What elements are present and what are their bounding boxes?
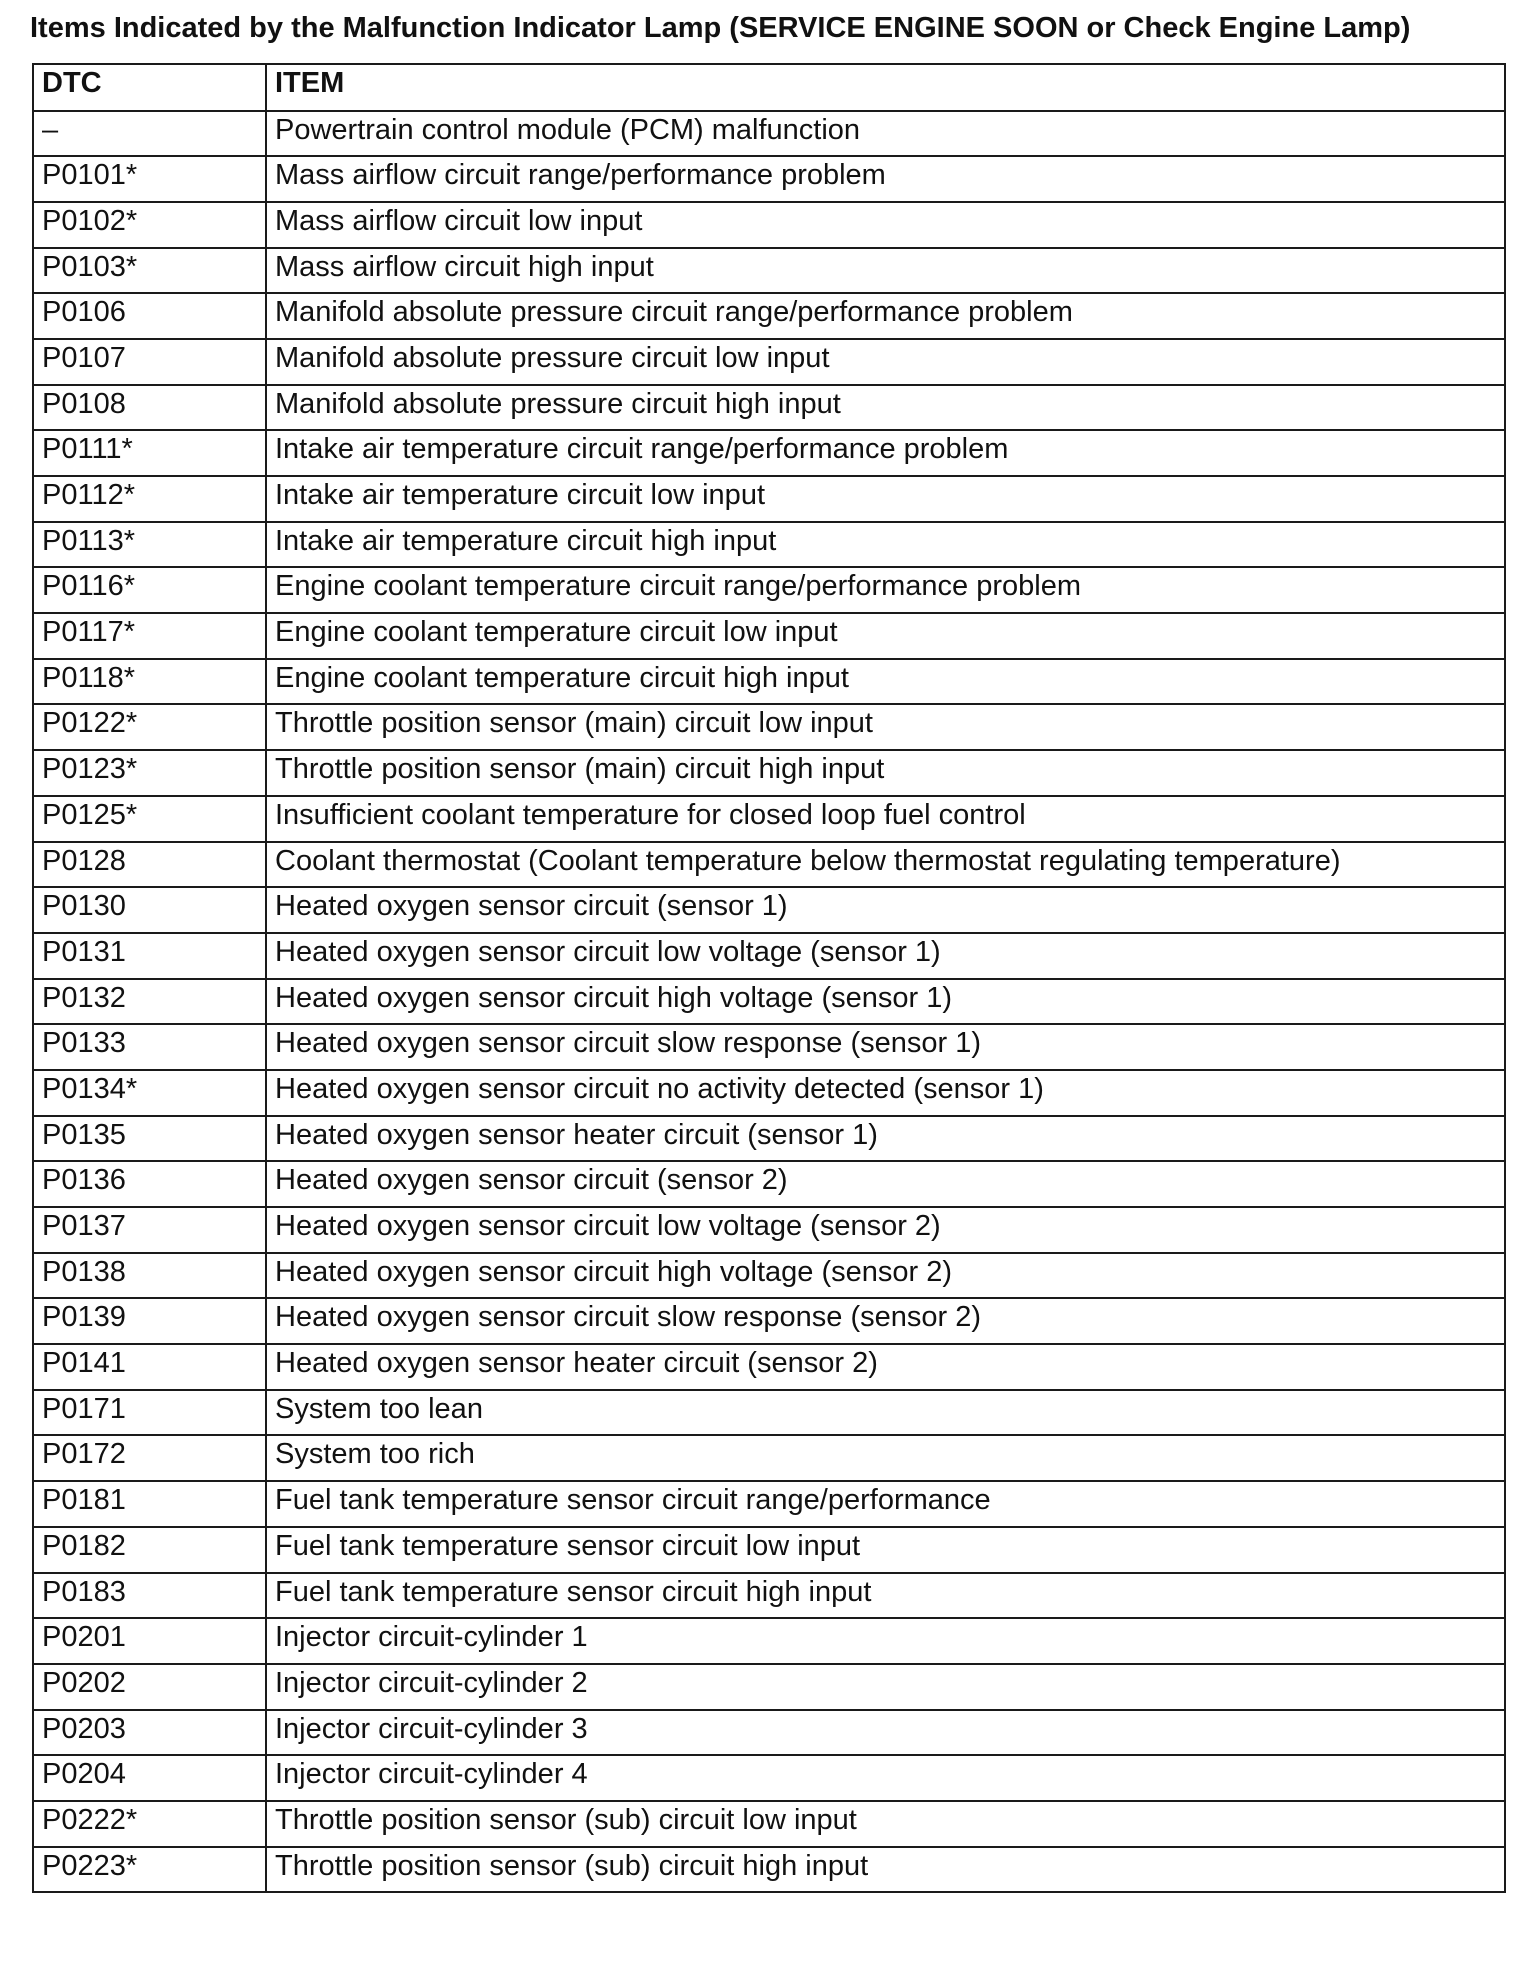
dtc-item-cell: Heated oxygen sensor heater circuit (sensor 2)	[266, 1344, 1505, 1390]
table-row	[33, 1207, 1505, 1253]
dtc-code-cell: P0136	[33, 1161, 266, 1207]
dtc-item-cell: Heated oxygen sensor heater circuit (sensor 1)	[266, 1116, 1505, 1162]
dtc-code-cell: P0125*	[33, 796, 266, 842]
dtc-item-cell: Heated oxygen sensor circuit slow response (sensor 1)	[266, 1024, 1505, 1070]
dtc-code-cell: P0107	[33, 339, 266, 385]
dtc-item-cell: Intake air temperature circuit low input	[266, 476, 1505, 522]
table-row	[33, 1253, 1505, 1299]
dtc-code-cell: P0222*	[33, 1801, 266, 1847]
table-row	[33, 1024, 1505, 1070]
table-row	[33, 202, 1505, 248]
table-row	[33, 430, 1505, 476]
dtc-code-cell: P0204	[33, 1755, 266, 1801]
dtc-item-cell: Intake air temperature circuit high input	[266, 522, 1505, 568]
dtc-code-cell: P0181	[33, 1481, 266, 1527]
dtc-code-cell: P0133	[33, 1024, 266, 1070]
dtc-item-cell: Throttle position sensor (main) circuit low input	[266, 704, 1505, 750]
table-row	[33, 1755, 1505, 1801]
dtc-code-cell: P0141	[33, 1344, 266, 1390]
dtc-code-cell: P0113*	[33, 522, 266, 568]
dtc-item-cell: Mass airflow circuit high input	[266, 248, 1505, 294]
table-row	[33, 1116, 1505, 1162]
table-header-row	[33, 64, 1505, 111]
dtc-code-cell: P0116*	[33, 567, 266, 613]
dtc-item-cell: Heated oxygen sensor circuit low voltage (sensor 1)	[266, 933, 1505, 979]
table-row	[33, 1573, 1505, 1619]
dtc-item-cell: Heated oxygen sensor circuit (sensor 1)	[266, 887, 1505, 933]
dtc-item-cell: Throttle position sensor (sub) circuit high input	[266, 1847, 1505, 1893]
table-row	[33, 293, 1505, 339]
dtc-item-cell: Mass airflow circuit range/performance problem	[266, 156, 1505, 202]
dtc-item-cell: Engine coolant temperature circuit low input	[266, 613, 1505, 659]
dtc-item-cell: Injector circuit-cylinder 2	[266, 1664, 1505, 1710]
column-header-dtc: DTC	[33, 64, 266, 111]
table-row	[33, 796, 1505, 842]
dtc-item-cell: Throttle position sensor (sub) circuit low input	[266, 1801, 1505, 1847]
table-body	[33, 111, 1505, 1893]
table-row	[33, 1435, 1505, 1481]
dtc-code-cell: P0172	[33, 1435, 266, 1481]
dtc-item-cell: Heated oxygen sensor circuit high voltage (sensor 1)	[266, 979, 1505, 1025]
table-row	[33, 1527, 1505, 1573]
dtc-code-cell: P0139	[33, 1298, 266, 1344]
table-row	[33, 522, 1505, 568]
table-row	[33, 111, 1505, 157]
table-row	[33, 659, 1505, 705]
dtc-item-cell: Mass airflow circuit low input	[266, 202, 1505, 248]
page-title: Items Indicated by the Malfunction Indicator Lamp (SERVICE ENGINE SOON or Check Engine Lamp)	[30, 12, 1411, 44]
dtc-code-cell: P0223*	[33, 1847, 266, 1893]
dtc-item-cell: Coolant thermostat (Coolant temperature below thermostat regulating temperature)	[266, 842, 1505, 888]
dtc-code-cell: P0122*	[33, 704, 266, 750]
table-row	[33, 1070, 1505, 1116]
dtc-code-cell: –	[33, 111, 266, 157]
dtc-item-cell: Manifold absolute pressure circuit high input	[266, 385, 1505, 431]
table-row	[33, 1481, 1505, 1527]
dtc-item-cell: Heated oxygen sensor circuit slow response (sensor 2)	[266, 1298, 1505, 1344]
dtc-item-cell: Heated oxygen sensor circuit no activity detected (sensor 1)	[266, 1070, 1505, 1116]
dtc-code-cell: P0202	[33, 1664, 266, 1710]
table-row	[33, 933, 1505, 979]
table-row	[33, 842, 1505, 888]
dtc-code-cell: P0203	[33, 1710, 266, 1756]
dtc-code-cell: P0128	[33, 842, 266, 888]
dtc-code-cell: P0106	[33, 293, 266, 339]
table-row	[33, 979, 1505, 1025]
dtc-code-cell: P0171	[33, 1390, 266, 1436]
table-row	[33, 339, 1505, 385]
table-row	[33, 476, 1505, 522]
dtc-code-cell: P0111*	[33, 430, 266, 476]
dtc-code-cell: P0101*	[33, 156, 266, 202]
table-row	[33, 156, 1505, 202]
dtc-code-cell: P0117*	[33, 613, 266, 659]
table-row	[33, 567, 1505, 613]
dtc-item-cell: Injector circuit-cylinder 3	[266, 1710, 1505, 1756]
dtc-item-cell: Injector circuit-cylinder 4	[266, 1755, 1505, 1801]
table-row	[33, 248, 1505, 294]
dtc-item-cell: Engine coolant temperature circuit high input	[266, 659, 1505, 705]
dtc-item-cell: Manifold absolute pressure circuit low input	[266, 339, 1505, 385]
table-row	[33, 385, 1505, 431]
dtc-item-cell: Insufficient coolant temperature for closed loop fuel control	[266, 796, 1505, 842]
table-row	[33, 887, 1505, 933]
table-row	[33, 1618, 1505, 1664]
dtc-item-cell: Manifold absolute pressure circuit range/performance problem	[266, 293, 1505, 339]
dtc-code-cell: P0103*	[33, 248, 266, 294]
dtc-code-cell: P0130	[33, 887, 266, 933]
table-row	[33, 750, 1505, 796]
table-row	[33, 1298, 1505, 1344]
table-row	[33, 704, 1505, 750]
dtc-code-cell: P0134*	[33, 1070, 266, 1116]
dtc-code-cell: P0132	[33, 979, 266, 1025]
table-row	[33, 1847, 1505, 1893]
table-row	[33, 613, 1505, 659]
table-row	[33, 1664, 1505, 1710]
dtc-item-cell: Engine coolant temperature circuit range/performance problem	[266, 567, 1505, 613]
dtc-code-cell: P0108	[33, 385, 266, 431]
table-row	[33, 1801, 1505, 1847]
dtc-code-cell: P0138	[33, 1253, 266, 1299]
dtc-item-cell: Throttle position sensor (main) circuit high input	[266, 750, 1505, 796]
dtc-code-cell: P0201	[33, 1618, 266, 1664]
dtc-code-cell: P0137	[33, 1207, 266, 1253]
dtc-code-cell: P0182	[33, 1527, 266, 1573]
table-row	[33, 1161, 1505, 1207]
table-row	[33, 1390, 1505, 1436]
dtc-item-cell: Fuel tank temperature sensor circuit range/performance	[266, 1481, 1505, 1527]
dtc-code-cell: P0131	[33, 933, 266, 979]
dtc-item-cell: Heated oxygen sensor circuit low voltage (sensor 2)	[266, 1207, 1505, 1253]
dtc-item-cell: System too rich	[266, 1435, 1505, 1481]
dtc-code-cell: P0183	[33, 1573, 266, 1619]
dtc-table	[32, 63, 1506, 1893]
table-row	[33, 1710, 1505, 1756]
dtc-item-cell: Intake air temperature circuit range/performance problem	[266, 430, 1505, 476]
dtc-code-cell: P0123*	[33, 750, 266, 796]
dtc-item-cell: Fuel tank temperature sensor circuit low input	[266, 1527, 1505, 1573]
dtc-code-cell: P0112*	[33, 476, 266, 522]
dtc-item-cell: System too lean	[266, 1390, 1505, 1436]
dtc-code-cell: P0135	[33, 1116, 266, 1162]
column-header-item: ITEM	[266, 64, 1505, 111]
dtc-code-cell: P0118*	[33, 659, 266, 705]
dtc-item-cell: Injector circuit-cylinder 1	[266, 1618, 1505, 1664]
table-row	[33, 1344, 1505, 1390]
dtc-item-cell: Heated oxygen sensor circuit high voltage (sensor 2)	[266, 1253, 1505, 1299]
dtc-code-cell: P0102*	[33, 202, 266, 248]
dtc-item-cell: Fuel tank temperature sensor circuit high input	[266, 1573, 1505, 1619]
dtc-item-cell: Powertrain control module (PCM) malfunction	[266, 111, 1505, 157]
dtc-item-cell: Heated oxygen sensor circuit (sensor 2)	[266, 1161, 1505, 1207]
